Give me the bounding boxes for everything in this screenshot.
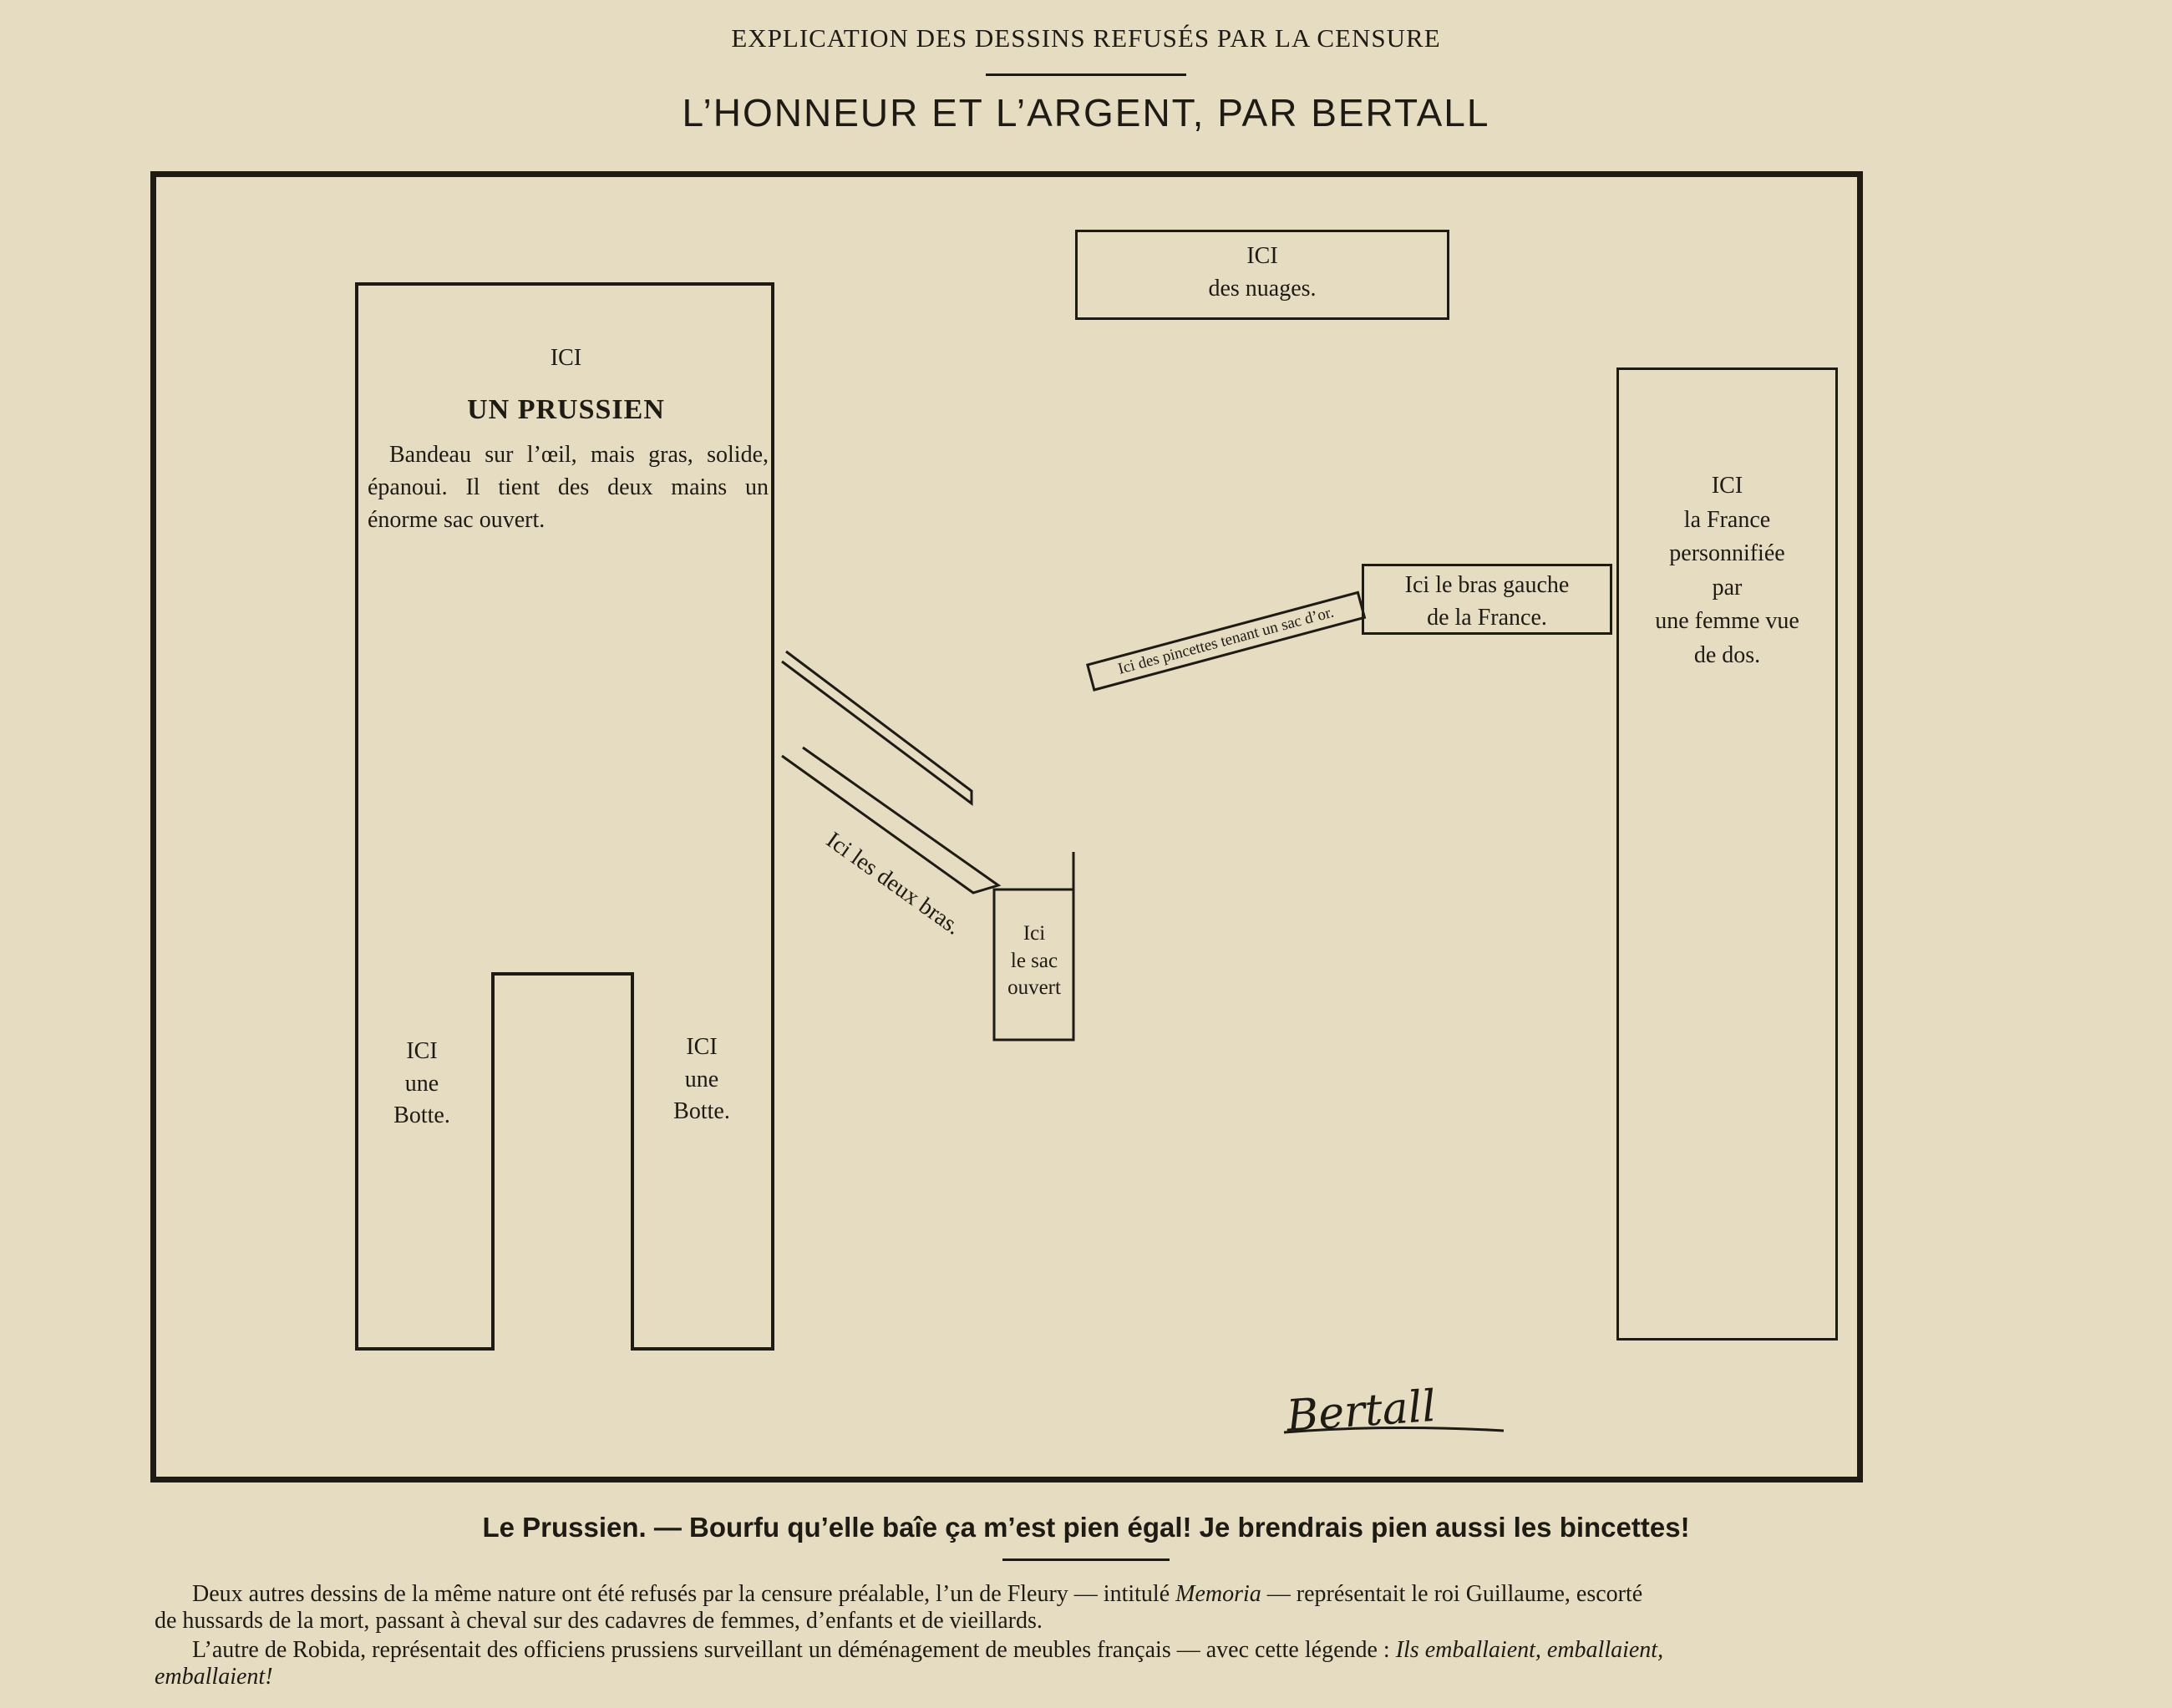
prussien-description: Bandeau sur l’œil, mais gras, solide, épanoui. Il tient des deux mains un énorme sac ouvert. (368, 442, 769, 534)
caption-rule (1002, 1558, 1170, 1561)
note-p1-text-a: Deux autres dessins de la même nature ont été refusés par la censure préalable, l’un de Fleury — intitulé (192, 1581, 1176, 1607)
bras-gauche-line1: Ici le bras gauche (1404, 572, 1570, 598)
nuages-box (1075, 230, 1449, 320)
nuages-line1: ICI (1246, 243, 1278, 269)
botte-left-label (359, 1036, 485, 1133)
bras-gauche-box (1362, 564, 1612, 635)
header-subtitle: EXPLICATION DES DESSINS REFUSÉS PAR LA CENSURE (731, 23, 1441, 53)
prussien-name: UN PRUSSIEN (467, 394, 665, 425)
sac-label (996, 920, 1073, 1002)
note-paragraph-2 (155, 1637, 2017, 1690)
note-p2-legend-a: Ils emballaient, emballaient, (1395, 1637, 1664, 1663)
note-p1-text-b: — représentait le roi Guillaume, escorté (1261, 1581, 1643, 1607)
note-p1-title: Memoria (1175, 1581, 1261, 1607)
france-line5: une femme vue (1655, 608, 1799, 635)
botte-left-line2: une (404, 1070, 439, 1097)
prussien-ici: ICI (550, 345, 582, 371)
pincettes-box: Ici des pincettes tenant un sac d’or. (1086, 591, 1366, 692)
note-p2-text: L’autre de Robida, représentait des officiens prussiens surveillant un déménagement de meubles français — avec cette légende : (192, 1637, 1396, 1663)
sac-line1: Ici (1023, 922, 1046, 945)
botte-right-label (639, 1031, 764, 1128)
france-line3: personnifiée (1669, 540, 1785, 567)
france-line2: la France (1683, 506, 1771, 533)
note-p1-line2: de hussards de la mort, passant à cheval sur des cadavres de femmes, d’enfants et de vieillards. (155, 1608, 1043, 1635)
france-line1: ICI (1711, 473, 1743, 499)
france-line6: de dos. (1693, 641, 1761, 668)
sac-line2: le sac (1010, 949, 1058, 972)
deux-bras-label: Ici les deux bras. (821, 827, 966, 940)
artist-signature: Bertall (1285, 1381, 1438, 1442)
bras-gauche-line2: de la France. (1427, 604, 1547, 631)
note-paragraph-1 (155, 1581, 2017, 1635)
note-p1-line1 (155, 1581, 2017, 1608)
france-label (1621, 469, 1834, 673)
france-line4: par (1712, 574, 1743, 601)
caption: Le Prussien. — Bourfu qu’elle baîe ça m’est pien égal! Je brendrais pien aussi les bincettes! (482, 1512, 1690, 1543)
botte-right-line2: une (684, 1066, 719, 1092)
note-p2-line1 (155, 1637, 2017, 1664)
sac-line3: ouvert (1007, 976, 1061, 999)
botte-left-line1: ICI (406, 1038, 438, 1064)
botte-right-line1: ICI (686, 1034, 718, 1060)
page-title: L’HONNEUR ET L’ARGENT, PAR BERTALL (682, 91, 1490, 134)
nuages-line2: des nuages. (1208, 275, 1317, 302)
botte-left-line3: Botte. (393, 1102, 450, 1129)
signature-underline (1282, 1424, 1508, 1441)
note-p2-legend-b: emballaient! (155, 1664, 273, 1690)
botte-right-line3: Botte. (673, 1098, 730, 1125)
